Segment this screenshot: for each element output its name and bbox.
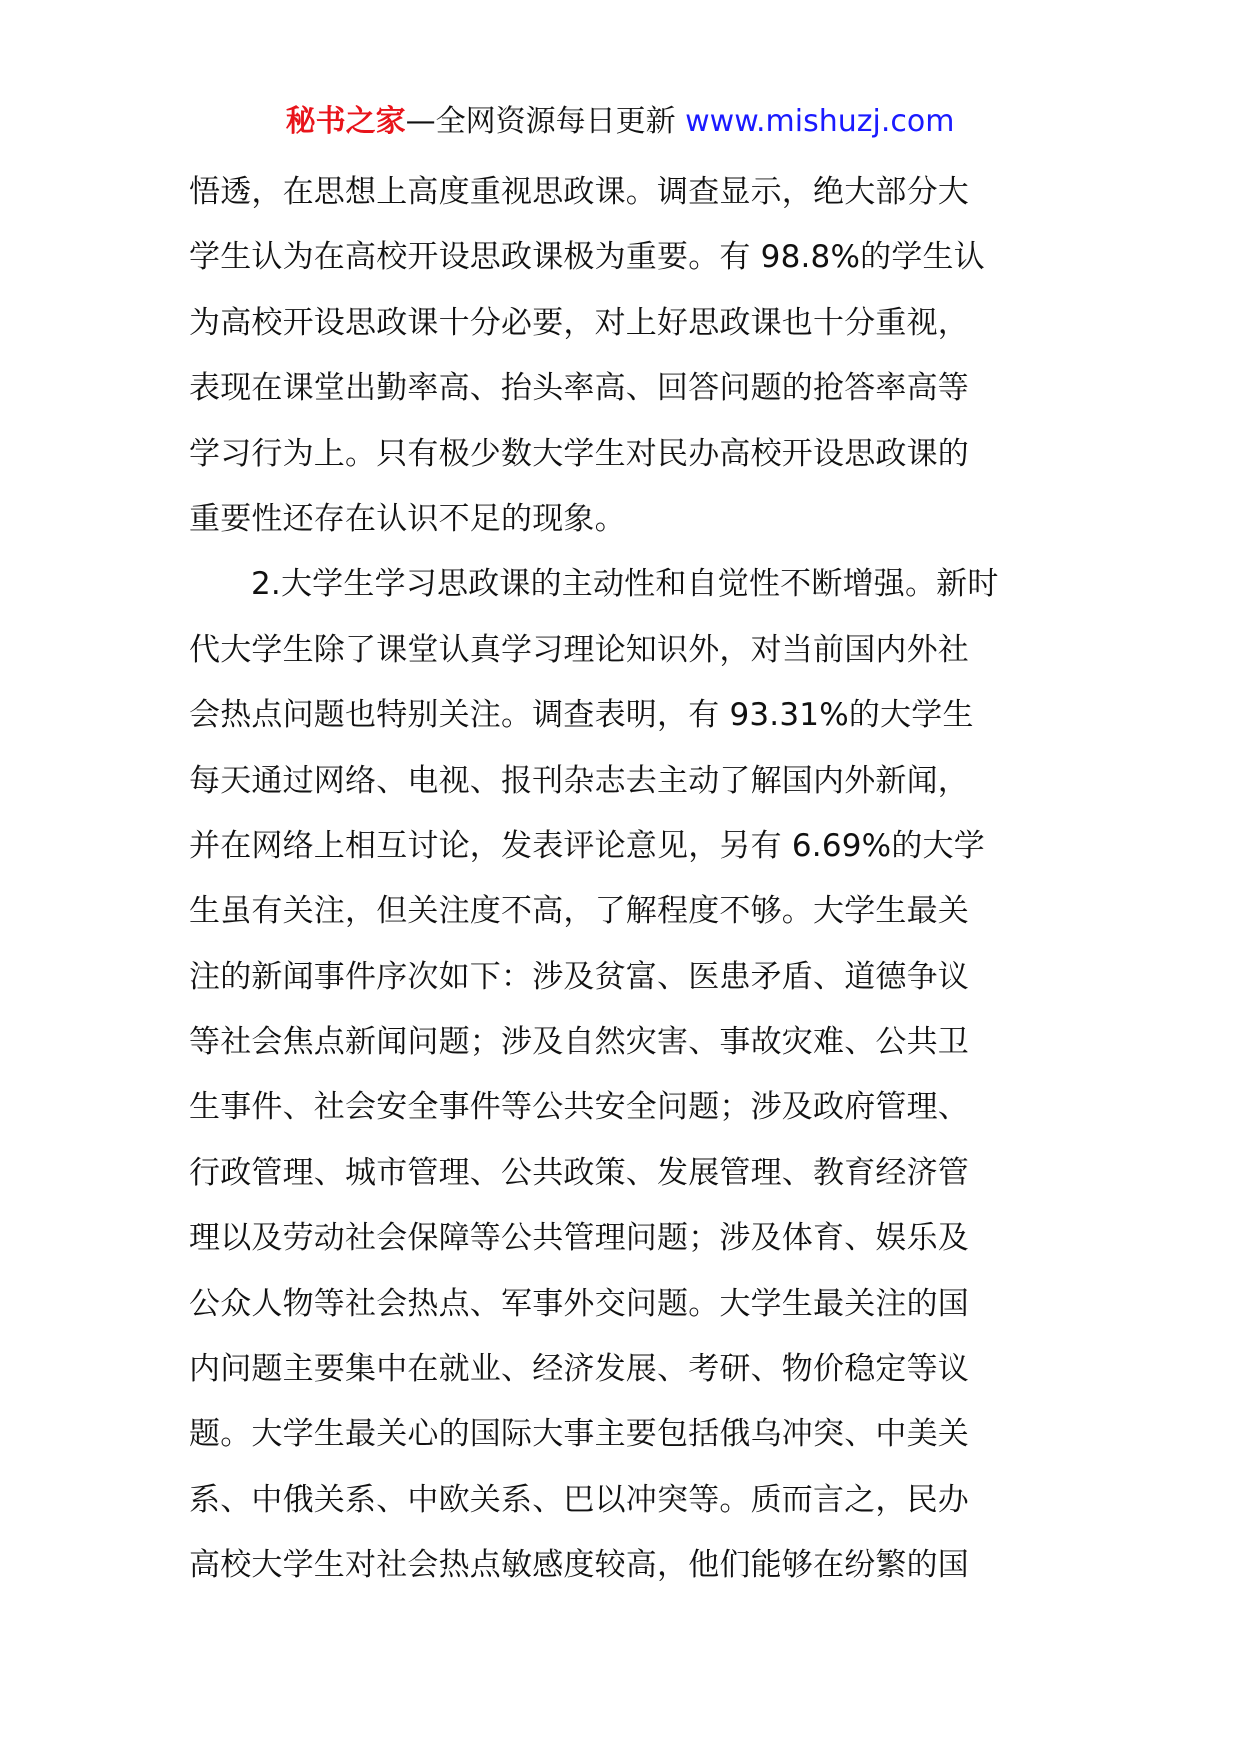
text-line: 重要性还存在认识不足的现象。 [189,500,626,537]
text-line: 内问题主要集中在就业、经济发展、考研、物价稳定等议 [189,1351,969,1388]
text-line: 题。大学生最关心的国际大事主要包括俄乌冲突、中美关 [189,1416,969,1453]
text-line: 表现在课堂出勤率高、抬头率高、回答问题的抢答率高等 [189,370,969,407]
text-line: 生事件、社会安全事件等公共安全问题；涉及政府管理、 [189,1089,969,1126]
text-line: 代大学生除了课堂认真学习理论知识外，对当前国内外社 [189,631,969,668]
text-line: 理以及劳动社会保障等公共管理问题；涉及体育、娱乐及 [189,1220,969,1257]
header-tagline: —全网资源每日更新 [405,104,686,139]
document-body [189,160,1069,1599]
text-line: 悟透，在思想上高度重视思政课。调查显示，绝大部分大 [189,174,969,210]
text-line: 会热点问题也特别关注。调查表明，有 93.31%的大学生 [189,697,974,734]
site-url-link[interactable]: www.mishuzj.com [685,104,955,139]
paragraph-start-line: 2.大学生学习思政课的主动性和自觉性不断增强。新时 [251,566,999,603]
text-line: 高校大学生对社会热点敏感度较高，他们能够在纷繁的国 [189,1547,969,1584]
text-line: 系、中俄关系、中欧关系、巴以冲突等。质而言之，民办 [189,1481,969,1518]
text-line: 并在网络上相互讨论，发表评论意见，另有 6.69%的大学 [189,827,985,864]
text-line: 学生认为在高校开设思政课极为重要。有 98.8%的学生认 [189,239,985,276]
brand-name: 秘书之家 [285,104,406,139]
text-line: 每天通过网络、电视、报刊杂志去主动了解国内外新闻， [189,762,969,799]
site-header [0,100,1240,144]
text-line: 为高校开设思政课十分必要，对上好思政课也十分重视， [189,304,969,341]
text-line: 行政管理、城市管理、公共政策、发展管理、教育经济管 [189,1154,969,1191]
text-line: 等社会焦点新闻问题；涉及自然灾害、事故灾难、公共卫 [189,1024,969,1061]
text-line: 学习行为上。只有极少数大学生对民办高校开设思政课的 [189,435,969,472]
text-line: 生虽有关注，但关注度不高，了解程度不够。大学生最关 [189,893,969,930]
text-line: 注的新闻事件序次如下：涉及贫富、医患矛盾、道德争议 [189,958,969,995]
text-line: 公众人物等社会热点、军事外交问题。大学生最关注的国 [189,1285,969,1322]
